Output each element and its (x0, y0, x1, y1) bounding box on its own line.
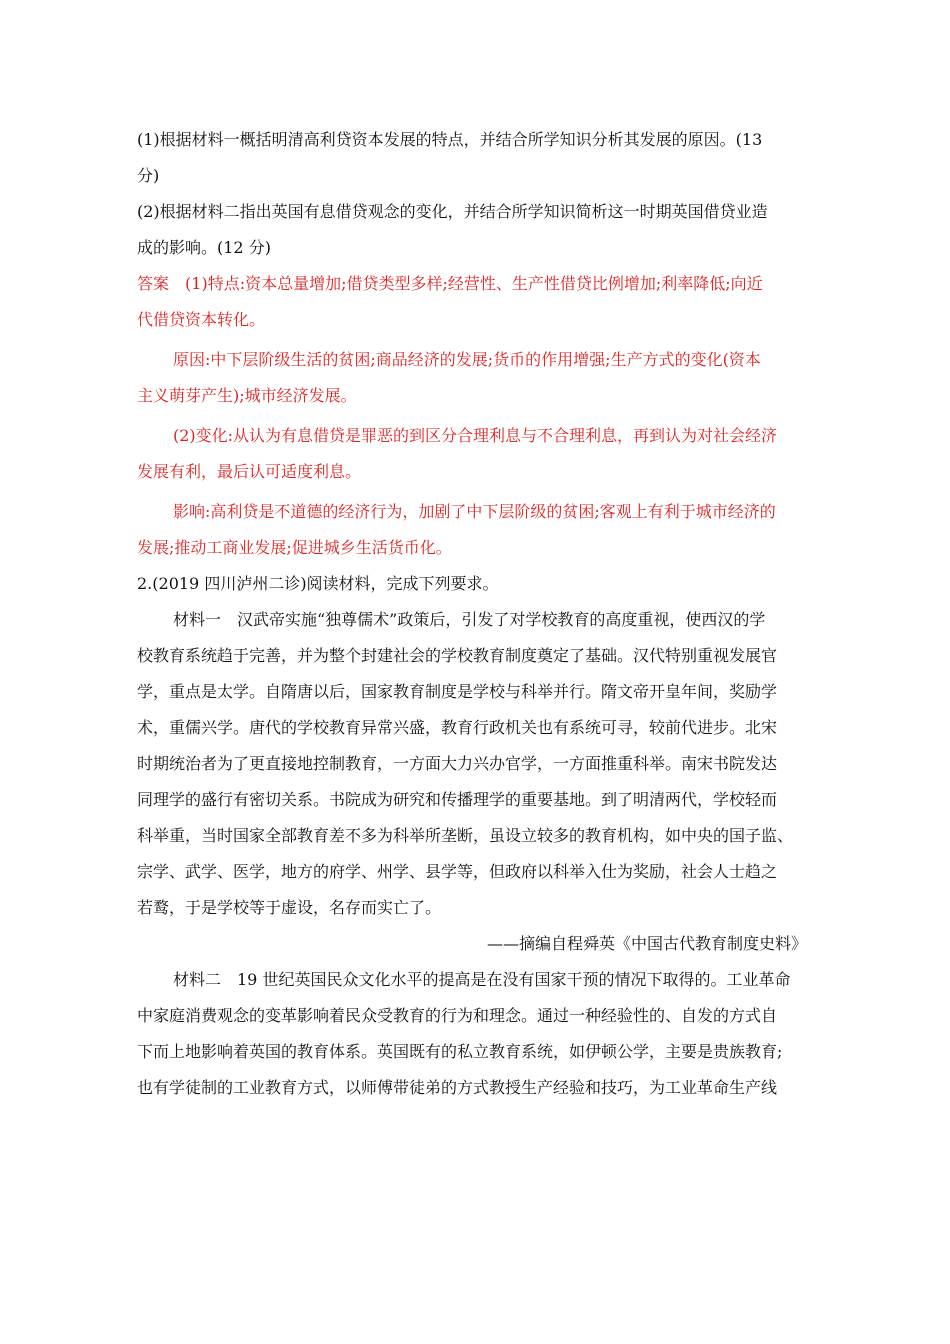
material1-line: 学，重点是太学。自隋唐以后，国家教育制度是学校与科举并行。隋文帝开皇年间，奖励学 (137, 682, 778, 701)
answer-part2-change-line-2: 发展有利，最后认可适度利息。 (137, 462, 362, 481)
material1-line: 科举重，当时国家全部教育差不多为科举所垄断，虽设立较多的教育机构，如中央的国子监、 (137, 826, 794, 845)
material1-source: ——摘编自程舜英《中国古代教育制度史料》 (486, 934, 807, 953)
material1-line: 若鹜，于是学校等于虚设，名存而实亡了。 (137, 898, 442, 917)
material1-line: 校教育系统趋于完善，并为整个封建社会的学校教育制度奠定了基础。汉代特别重视发展官 (137, 646, 778, 665)
material1-line: 术，重儒兴学。唐代的学校教育异常兴盛，教育行政机关也有系统可寻，较前代进步。北宋 (137, 718, 778, 737)
material2-line: 材料二 19 世纪英国民众文化水平的提高是在没有国家干预的情况下取得的。工业革命 (173, 970, 791, 989)
answer-part2-impact-line-2: 发展;推动工商业发展;促进城乡生活货币化。 (137, 538, 452, 557)
question-2-header: 2.(2019 四川泸州二诊)阅读材料，完成下列要求。 (137, 574, 499, 593)
material2-line: 中家庭消费观念的变革影响着民众受教育的行为和理念。通过一种经验性的、自发的方式自 (137, 1006, 778, 1025)
answer-part1-traits-text: (1)特点:资本总量增加;借贷类型多样;经营性、生产性借贷比例增加;利率降低;向近 (185, 274, 763, 293)
answer-part1-reasons-line-1: 原因:中下层阶级生活的贫困;商品经济的发展;货币的作用增强;生产方式的变化(资本 (173, 350, 761, 369)
material1-line: 宗学、武学、医学，地方的府学、州学、县学等，但政府以科举入仕为奖励，社会人士趋之 (137, 862, 778, 881)
question-1-line-1: (1)根据材料一概括明清高利贷资本发展的特点，并结合所学知识分析其发展的原因。(13 (137, 130, 763, 149)
answer-part1-reasons-line-2: 主义萌芽产生);城市经济发展。 (137, 386, 357, 405)
answer-part1-traits-line-1 (137, 266, 819, 302)
material1-line: 时期统治者为了更直接地控制教育，一方面大力兴办官学，一方面推重科举。南宋书院发达 (137, 754, 778, 773)
question-1-line-2: 分) (137, 166, 160, 185)
material2-line: 也有学徒制的工业教育方式，以师傅带徒弟的方式教授生产经验和技巧，为工业革命生产线 (137, 1078, 778, 1097)
answer-part2-change-line-1: (2)变化:从认为有息借贷是罪恶的到区分合理利息与不合理利息，再到认为对社会经济 (173, 426, 778, 445)
page-content (137, 122, 819, 1106)
answer-label: 答案 (137, 274, 170, 293)
material1-line: 材料一 汉武帝实施“独尊儒术”政策后，引发了对学校教育的高度重视，使西汉的学 (173, 610, 766, 629)
answer-part1-traits-line-2: 代借贷资本转化。 (137, 310, 266, 329)
question-2-line-1: (2)根据材料二指出英国有息借贷观念的变化，并结合所学知识简析这一时期英国借贷业造 (137, 202, 768, 221)
material2-line: 下而上地影响着英国的教育体系。英国既有的私立教育系统，如伊顿公学，主要是贵族教育; (137, 1042, 783, 1061)
answer-part2-impact-line-1: 影响:高利贷是不道德的经济行为，加剧了中下层阶级的贫困;客观上有利于城市经济的 (173, 502, 776, 521)
material1-line: 同理学的盛行有密切关系。书院成为研究和传播理学的重要基地。到了明清两代，学校轻而 (137, 790, 778, 809)
question-2-line-2: 成的影响。(12 分) (137, 238, 271, 257)
